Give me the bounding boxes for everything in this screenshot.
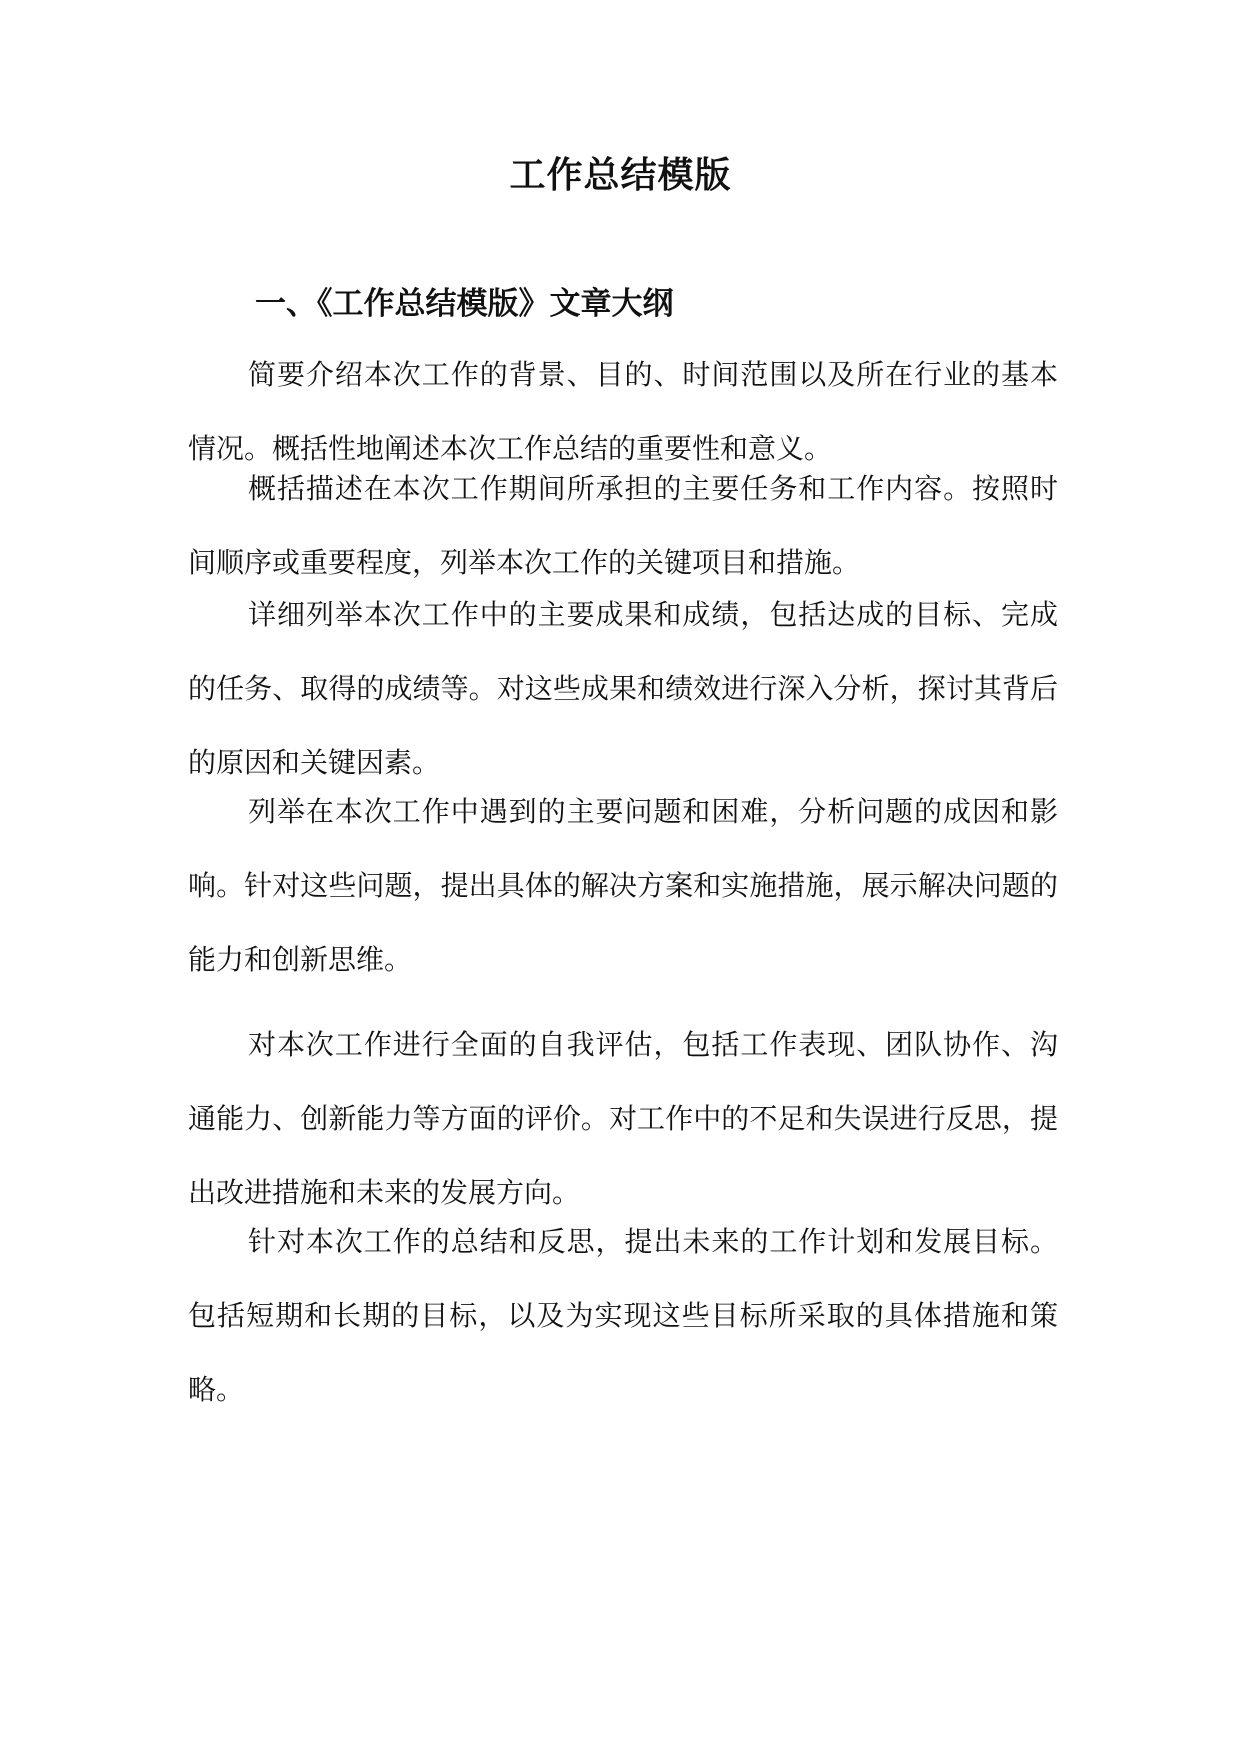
paragraph-problems: 列举在本次工作中遇到的主要问题和困难，分析问题的成因和影响。针对这些问题，提出具体的解决方案和实施措施，展示解决问题的能力和创新思维。 bbox=[188, 795, 1058, 976]
document-title: 工作总结模版 bbox=[509, 154, 732, 196]
paragraph-tasks: 概括描述在本次工作期间所承担的主要任务和工作内容。按照时间顺序或重要程度，列举本次工作的关键项目和措施。 bbox=[188, 472, 1058, 579]
paragraph-achievements: 详细列举本次工作中的主要成果和成绩，包括达成的目标、完成的任务、取得的成绩等。对这些成果和绩效进行深入分析，探讨其背后的原因和关键因素。 bbox=[188, 598, 1058, 779]
section-heading: 一、《工作总结模版》文章大纲 bbox=[255, 286, 674, 322]
paragraph-future-plan: 针对本次工作的总结和反思，提出未来的工作计划和发展目标。包括短期和长期的目标，以及为实现这些目标所采取的具体措施和策略。 bbox=[188, 1225, 1058, 1406]
paragraph-self-evaluation: 对本次工作进行全面的自我评估，包括工作表现、团队协作、沟通能力、创新能力等方面的评价。对工作中的不足和失误进行反思，提出改进措施和未来的发展方向。 bbox=[188, 1028, 1058, 1209]
paragraph-background: 简要介绍本次工作的背景、目的、时间范围以及所在行业的基本情况。概括性地阐述本次工作总结的重要性和意义。 bbox=[188, 358, 1058, 465]
